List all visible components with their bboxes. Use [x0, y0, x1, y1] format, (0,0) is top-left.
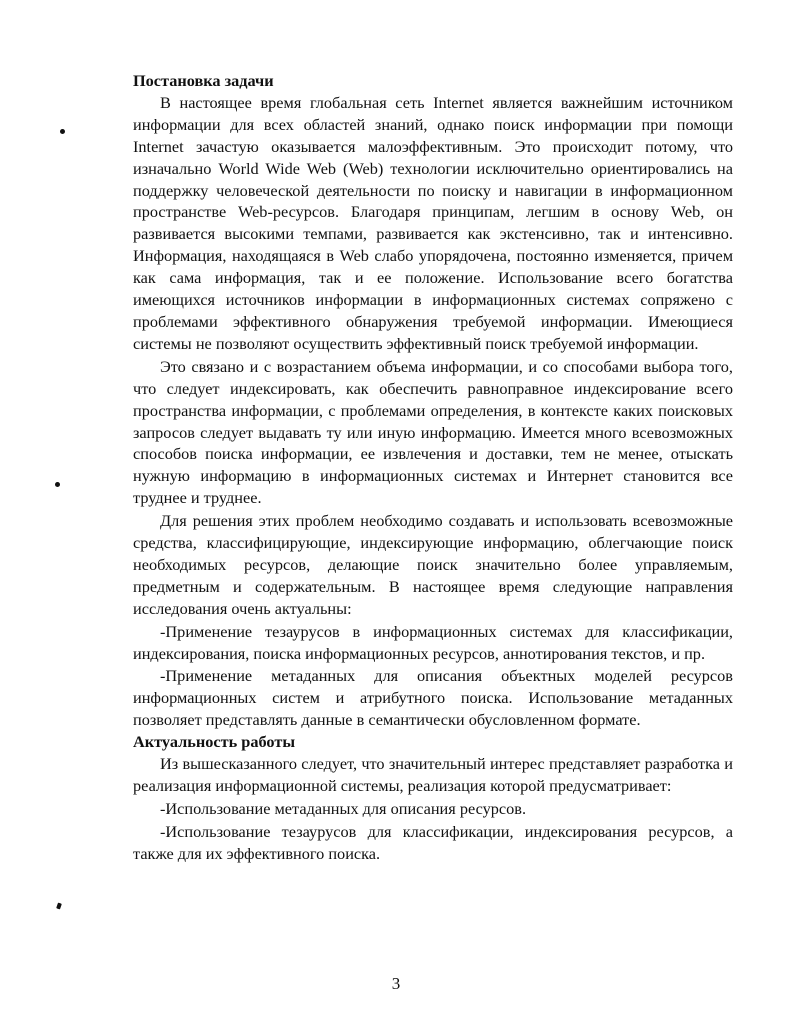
list-item: -Применение метаданных для описания объектных моделей ресурсов информационных систем и атрибутного поиска. Использование метаданных позволяет представлять данные в семантически обусловленном формате. — [133, 666, 733, 730]
list-item: -Использование тезаурусов для классификации, индексирования ресурсов, а также для их эффективного поиска. — [133, 821, 733, 863]
paragraph: В настоящее время глобальная сеть Internet является важнейшим источником информации для всех областей знаний, однако поиск информации при помощи Internet зачастую оказывается малоэффективным. Это происходит потому, что изначально World Wide Web (Web) технологии исключительно ориентировались на поддержку человеческой деятельности по поиску и навигации в информационном пространстве Web-ресурсов. Благодаря принципам, легшим в основу Web, он развивается высокими темпами, развивается как экстенсивно, так и интенсивно. Информация, находящаяся в Web слабо упорядочена, постоянно изменяется, причем как сама информация, так и ее положение. Использование всего богатства имеющихся источников информации в информационных системах сопряжено с проблемами эффективного обнаружения требуемой информации. Имеющиеся системы не позволяют осуществить эффективный поиск требуемой информации. — [133, 92, 733, 353]
list-item: -Использование метаданных для описания ресурсов. — [160, 798, 527, 818]
paragraph: Из вышесказанного следует, что значительный интерес представляет разработка и реализация информационной системы, реализация которой предусматривает: — [133, 754, 733, 795]
margin-dot — [56, 902, 62, 909]
paragraph: Для решения этих проблем необходимо создавать и использовать всевозможные средства, классифицирующие, индексирующие информацию, облегчающие поиск необходимых ресурсов, делающие поиск значительно более управляемым, предметным и содержательным. В настоящее время следующие направления исследования очень актуальны: — [133, 511, 733, 618]
margin-dot — [55, 482, 60, 487]
section-heading: Постановка задачи — [133, 71, 274, 90]
margin-dot — [60, 129, 65, 134]
document-page — [133, 70, 733, 865]
page-number: 3 — [391, 974, 401, 993]
section-heading: Актуальность работы — [133, 732, 296, 752]
paragraph: Это связано и с возрастанием объема информации, и со способами выбора того, что следует индексировать, как обеспечить равноправное индексирование всего пространства информации, с проблемами определения, в контексте каких поисковых запросов следует выдавать ту или иную информацию. Имеется много всевозможных способов поиска информации, ее извлечения и доставки, тем не менее, отыскать нужную информацию в информационных системах и Интернет становится все труднее и труднее. — [133, 356, 733, 508]
list-item: -Применение тезаурусов в информационных системах для классификации, индексирования, поиска информационных ресурсов, аннотирования текстов, и пр. — [133, 621, 733, 663]
